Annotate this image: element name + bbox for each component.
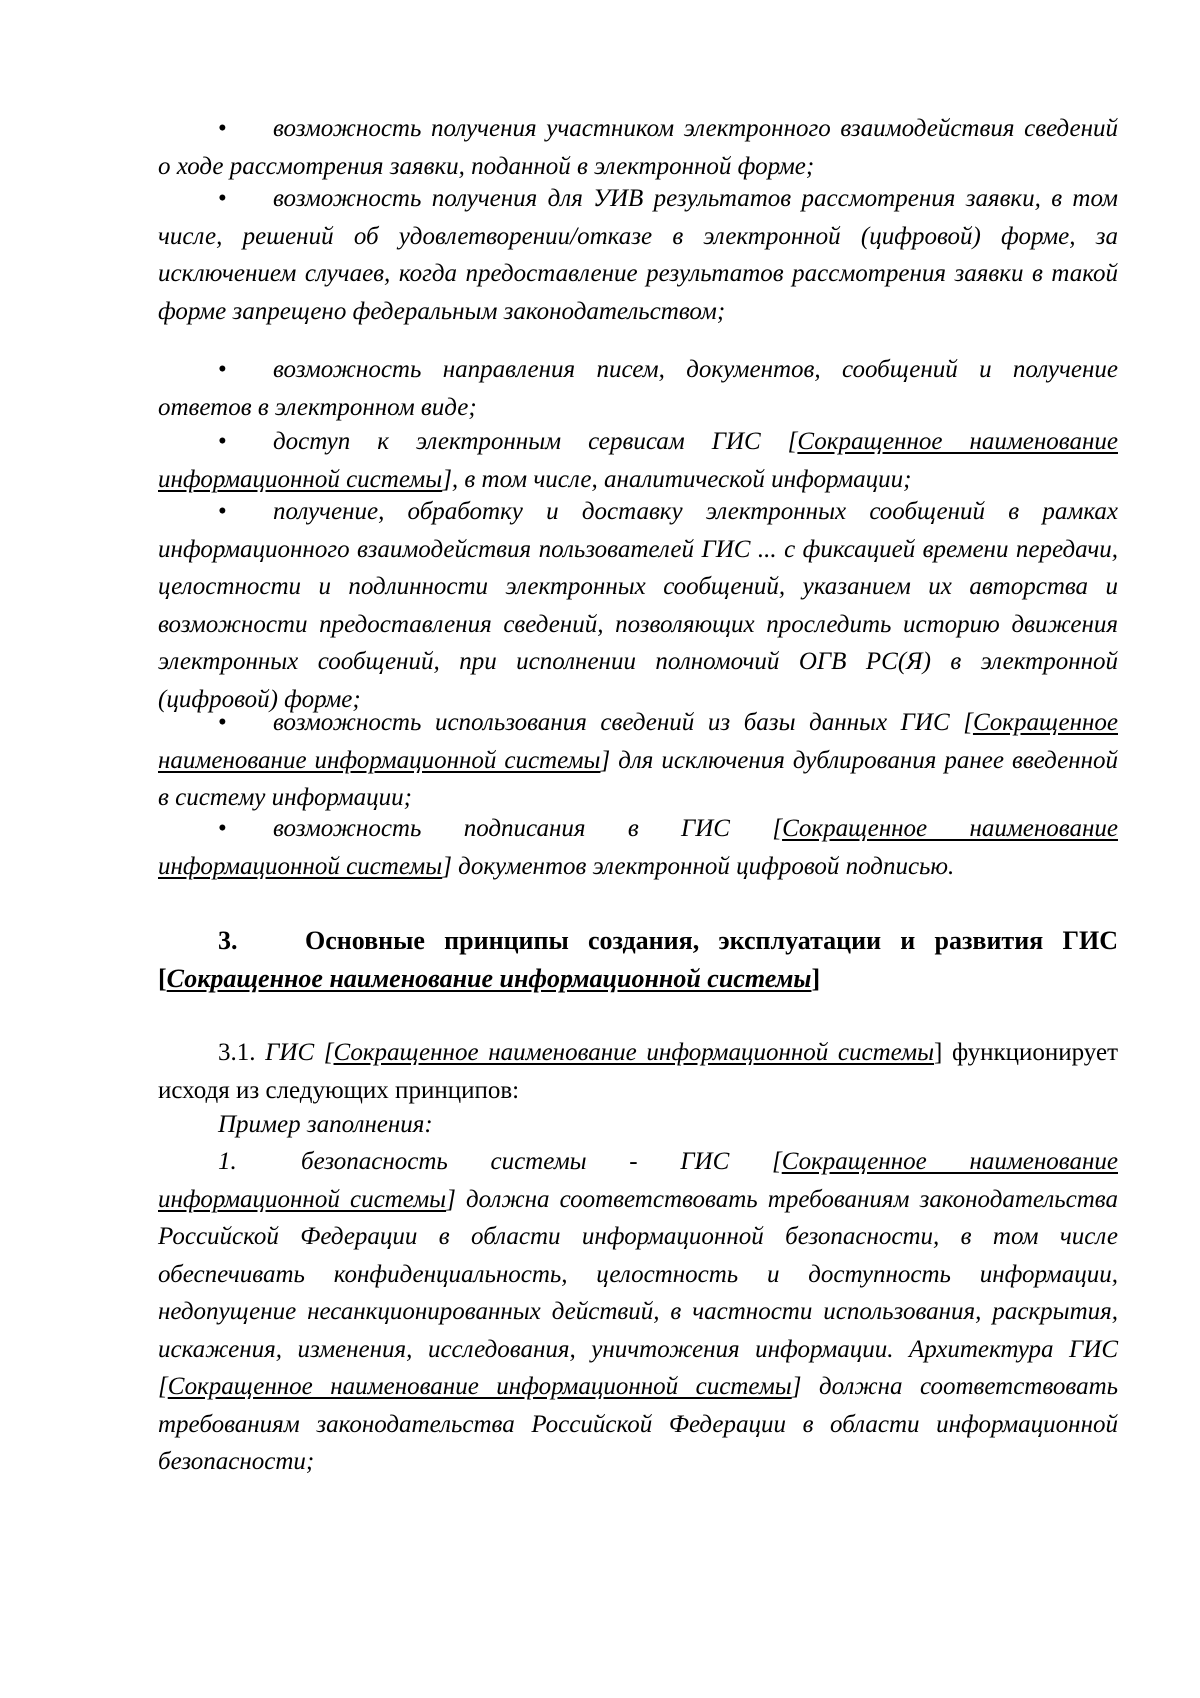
item-text: ] должна соответствовать требованиям законодательства Российской Федерации в области информационной безопасности;: [158, 1373, 1118, 1475]
clause-text: ] функционирует исходя из следующих принципов:: [158, 1039, 1118, 1104]
system-name-placeholder: Сокращенное наименование информационной системы: [167, 1373, 792, 1400]
example-label: Пример заполнения:: [218, 1111, 433, 1138]
list-item-text: возможность направления писем, документов, сообщений и получение ответов в электронном виде;: [158, 356, 1118, 421]
section-number: 3.: [218, 926, 238, 955]
list-item-text: доступ к электронным сервисам ГИС [: [273, 428, 798, 455]
list-item: [158, 493, 1118, 718]
list-item: [158, 110, 1118, 185]
bullet-icon: •: [218, 356, 227, 383]
system-name-placeholder: Сокращенное наименование информационной системы: [333, 1039, 935, 1066]
section-title: Основные принципы создания, эксплуатации и развития ГИС [: [158, 926, 1118, 993]
item-text: ] должна соответствовать требованиям законодательства Российской Федерации в области информационной безопасности, в том числе обеспечивать конфиденциальность, целостность и доступность информации, недопущение несанкционированных действий, в частности использования, раскрытия, искажения, изменения, исследования, уничтожения информации. Архитектура ГИС [: [158, 1185, 1118, 1400]
list-item: [158, 423, 1118, 498]
clause-gis: ГИС [: [265, 1039, 334, 1066]
bullet-icon: •: [218, 428, 227, 455]
item-text: безопасность системы - ГИС [: [301, 1148, 782, 1175]
bullet-icon: •: [218, 115, 227, 142]
system-name-placeholder: Сокращенное наименование информационной системы: [166, 963, 812, 993]
bullet-icon: •: [218, 815, 227, 842]
system-name-placeholder: Сокращенное наименование информационной системы: [158, 815, 1118, 880]
clause-paragraph: [158, 1034, 1118, 1109]
list-item-text: возможность подписания в ГИС [: [273, 815, 783, 842]
item-number: 1.: [218, 1148, 237, 1175]
list-item: [158, 810, 1118, 885]
system-name-placeholder: Сокращенное наименование информационной системы: [158, 428, 1118, 493]
list-item-text: ] для исключения дублирования ранее введенной в систему информации;: [158, 746, 1119, 811]
list-item-text: получение, обработку и доставку электронных сообщений в рамках информационного взаимодействия пользователей ГИС ... с фиксацией времени передачи, целостности и подлинности электронных сообщений, указанием их авторства и возможности предоставления сведений, позволяющих проследить историю движения электронных сообщений, при исполнении полномочий ОГВ РС(Я) в электронной (цифровой) форме;: [158, 498, 1118, 713]
list-item-text: ] документов электронной цифровой подписью.: [442, 852, 955, 880]
bullet-icon: •: [218, 709, 227, 736]
list-item-text: возможность получения участником электронного взаимодействия сведений о ходе рассмотрения заявки, поданной в электронной форме;: [158, 115, 1118, 180]
section-title-end: ]: [811, 963, 821, 993]
list-item-text: возможность получения для УИВ результатов рассмотрения заявки, в том числе, решений об удовлетворении/отказе в электронной (цифровой) форме, за исключением случаев, когда предоставление результатов рассмотрения заявки в такой форме запрещено федеральным законодательством;: [158, 185, 1118, 325]
section-heading: [158, 922, 1118, 997]
list-item-text: возможность использования сведений из базы данных ГИС [: [273, 709, 973, 736]
bullet-icon: •: [218, 498, 227, 525]
system-name-placeholder: Сокращенное наименование информационной системы: [158, 1148, 1118, 1213]
system-name-placeholder: Сокращенное наименование информационной системы: [158, 709, 1118, 774]
list-item: [158, 704, 1118, 817]
bullet-icon: •: [218, 185, 227, 212]
clause-number: 3.1.: [218, 1039, 256, 1066]
list-item-text: ], в том числе, аналитической информации;: [442, 465, 912, 493]
numbered-item: [158, 1143, 1118, 1481]
list-item: [158, 180, 1118, 330]
list-item: [158, 351, 1118, 426]
